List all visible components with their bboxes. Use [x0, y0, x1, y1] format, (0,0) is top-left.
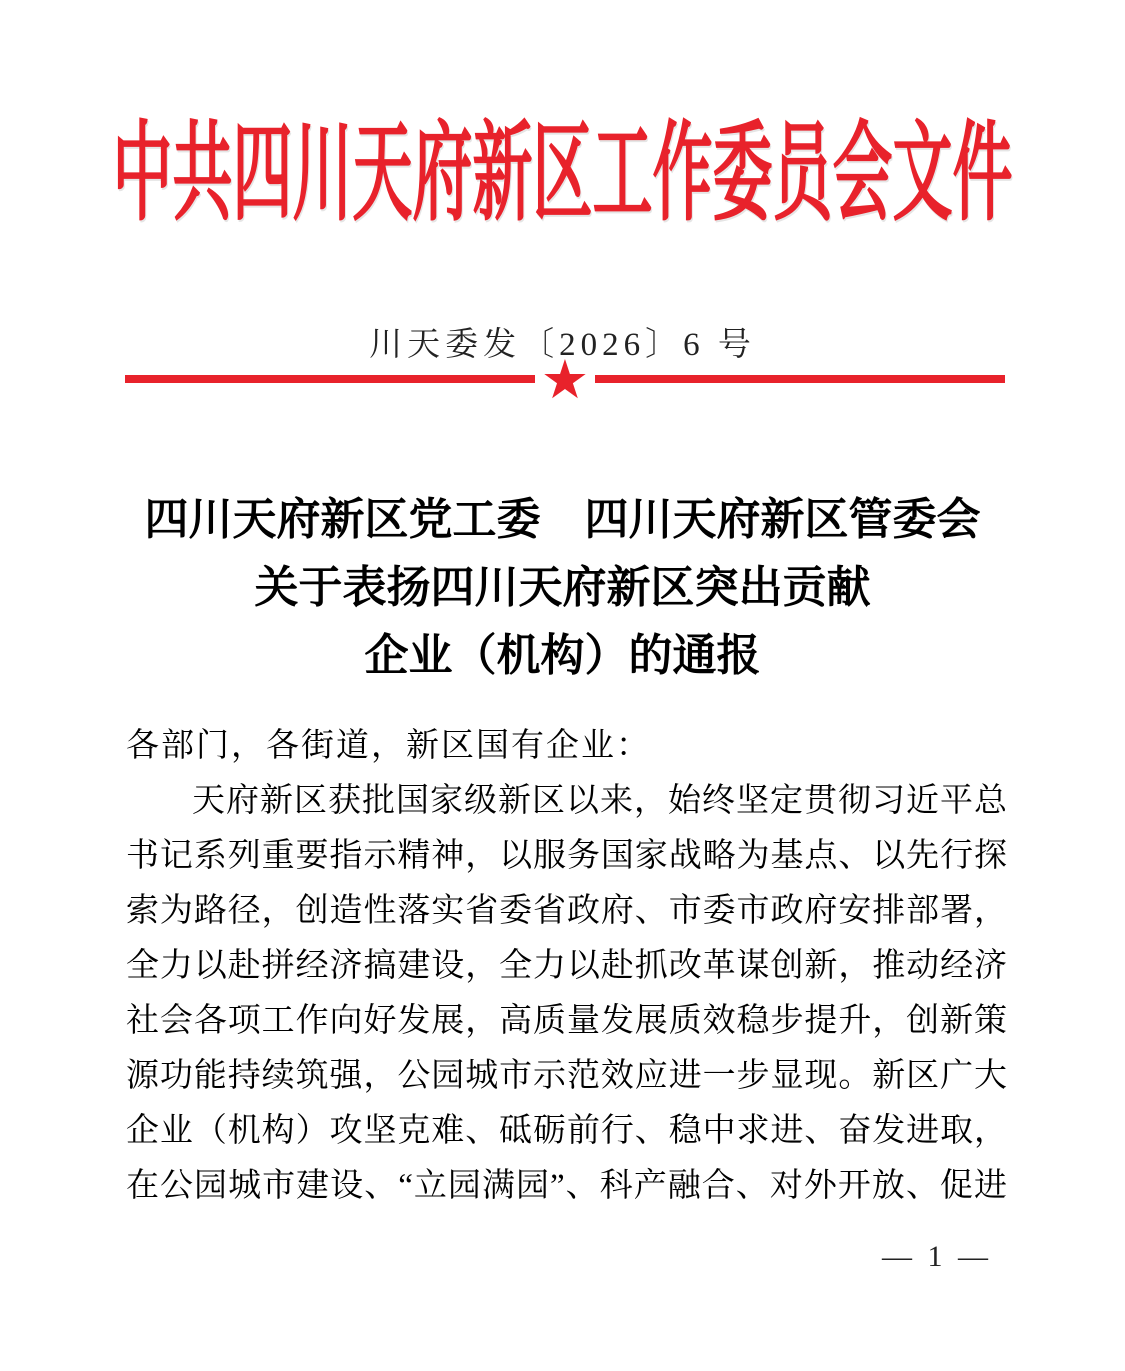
divider-line-left	[125, 375, 535, 383]
body-salutation: 各部门，各街道，新区国有企业：	[126, 728, 651, 764]
red-header-title: 中共四川天府新区工作委员会文件	[112, 114, 1013, 234]
document-body	[126, 719, 1007, 1214]
document-title-line3: 企业（机构）的通报	[364, 631, 761, 680]
document-title-line1: 四川天府新区党工委 四川天府新区管委会	[144, 495, 981, 544]
red-star-icon: ★	[540, 347, 590, 411]
body-line: 天府新区获批国家级新区以来，始终坚定贯彻习近平总	[192, 783, 1007, 819]
red-divider	[125, 347, 1005, 411]
document-title	[0, 486, 1125, 690]
body-line: 社会各项工作向好发展，高质量发展质效稳步提升，创新策	[126, 1003, 1007, 1039]
body-line: 全力以赴拼经济搞建设，全力以赴抓改革谋创新，推动经济	[126, 948, 1007, 984]
document-number: 川天委发〔2026〕6 号	[369, 327, 756, 363]
document-title-line2: 关于表扬四川天府新区突出贡献	[254, 563, 871, 612]
body-line: 在公园城市建设、“立园满园”、科产融合、对外开放、促进	[126, 1168, 1007, 1204]
body-line: 企业（机构）攻坚克难、砥砺前行、稳中求进、奋发进取，	[126, 1113, 1007, 1149]
divider-line-right	[595, 375, 1005, 383]
page-number: — 1 —	[882, 1240, 992, 1273]
body-line: 书记系列重要指示精神，以服务国家战略为基点、以先行探	[126, 838, 1007, 874]
body-line: 源功能持续筑强，公园城市示范效应进一步显现。新区广大	[126, 1058, 1007, 1094]
body-line: 索为路径，创造性落实省委省政府、市委市政府安排部署，	[126, 893, 1007, 929]
